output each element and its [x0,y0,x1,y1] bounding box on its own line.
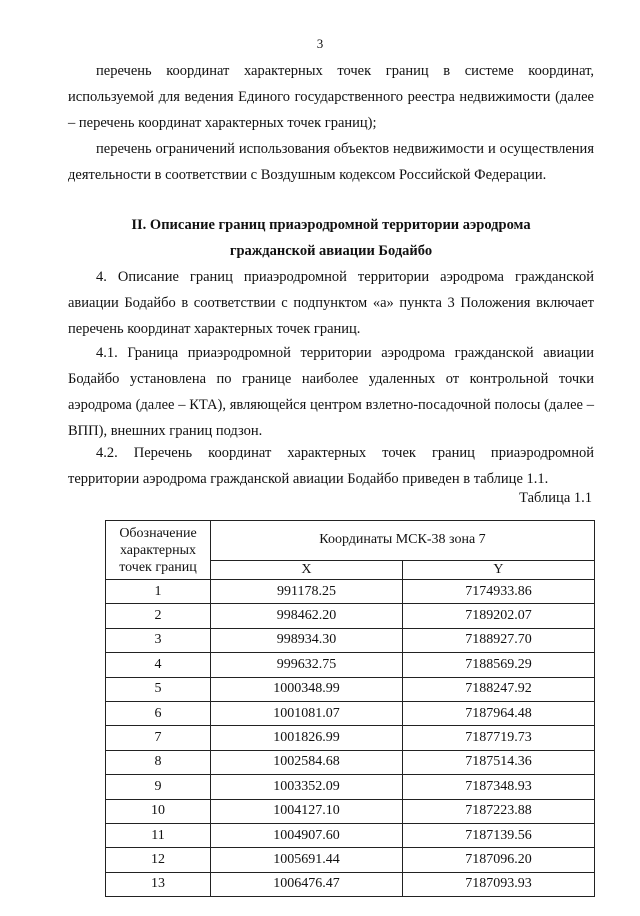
table-row [106,726,595,750]
cell-point-id: 10 [106,799,211,823]
header-point-id: Обозначение характерных точек границ [106,521,211,580]
cell-x: 991178.25 [211,580,403,604]
paragraph-4-1: 4.1. Граница приаэродромной территории аэродрома гражданской авиации Бодайбо установлена по границе наиболее удаленных от контрольной точки аэродрома (далее – КТА), являющейся центром взлетно-посадочной полосы (далее – ВПП), внешних границ подзон. [68,345,594,439]
cell-x: 1005691.44 [211,848,403,872]
table-row [106,604,595,628]
cell-x: 1000348.99 [211,677,403,701]
table-row [106,677,595,701]
section-heading-line2: гражданской авиации Бодайбо [229,243,433,259]
table-row [106,848,595,872]
cell-x: 1006476.47 [211,872,403,896]
cell-y: 7187964.48 [402,701,594,725]
table-row [106,823,595,847]
paragraph-4: 4. Описание границ приаэродромной территории аэродрома гражданской авиации Бодайбо в соответствии с подпунктом «а» пункта 3 Положения включает перечень координат характерных точек границ. [68,269,594,337]
cell-point-id: 13 [106,872,211,896]
cell-point-id: 2 [106,604,211,628]
cell-y: 7187514.36 [402,750,594,774]
table-body [106,580,595,897]
cell-point-id: 3 [106,628,211,652]
page-number: 3 [316,36,324,51]
cell-point-id: 7 [106,726,211,750]
cell-x: 1002584.68 [211,750,403,774]
table-row [106,750,595,774]
cell-x: 998934.30 [211,628,403,652]
cell-y: 7188569.29 [402,653,594,677]
cell-y: 7188927.70 [402,628,594,652]
cell-x: 1004907.60 [211,823,403,847]
cell-y: 7187719.73 [402,726,594,750]
cell-x: 1004127.10 [211,799,403,823]
cell-y: 7174933.86 [402,580,594,604]
coordinates-table [105,520,595,897]
header-y: Y [402,560,594,579]
cell-y: 7187348.93 [402,775,594,799]
header-x: X [211,560,403,579]
cell-y: 7189202.07 [402,604,594,628]
cell-point-id: 1 [106,580,211,604]
table-row [106,799,595,823]
table-row [106,775,595,799]
cell-point-id: 8 [106,750,211,774]
cell-x: 998462.20 [211,604,403,628]
cell-y: 7187139.56 [402,823,594,847]
table-row [106,580,595,604]
cell-y: 7187223.88 [402,799,594,823]
cell-point-id: 5 [106,677,211,701]
cell-point-id: 11 [106,823,211,847]
cell-point-id: 6 [106,701,211,725]
table-caption: Таблица 1.1 [519,490,592,506]
cell-y: 7188247.92 [402,677,594,701]
table-row [106,872,595,896]
paragraph-restrictions-list: перечень ограничений использования объектов недвижимости и осуществления деятельности в соответствии с Воздушным кодексом Российской Федерации. [68,141,594,183]
cell-point-id: 4 [106,653,211,677]
paragraph-4-2: 4.2. Перечень координат характерных точек границ приаэродромной территории аэродрома гражданской авиации Бодайбо приведен в таблице 1.1. [68,445,594,487]
cell-y: 7187093.93 [402,872,594,896]
cell-point-id: 9 [106,775,211,799]
cell-point-id: 12 [106,848,211,872]
paragraph-coords-list: перечень координат характерных точек границ в системе координат, используемой для ведения Единого государственного реестра недвижимости (далее – перечень координат характерных точек границ); [68,63,594,131]
table-row [106,701,595,725]
section-heading-line1: II. Описание границ приаэродромной территории аэродрома [131,217,531,233]
cell-x: 1001826.99 [211,726,403,750]
cell-x: 999632.75 [211,653,403,677]
cell-x: 1001081.07 [211,701,403,725]
cell-y: 7187096.20 [402,848,594,872]
table-row [106,628,595,652]
cell-x: 1003352.09 [211,775,403,799]
header-coordinates: Координаты МСК-38 зона 7 [211,521,595,561]
section-heading [68,212,594,264]
table-row [106,653,595,677]
